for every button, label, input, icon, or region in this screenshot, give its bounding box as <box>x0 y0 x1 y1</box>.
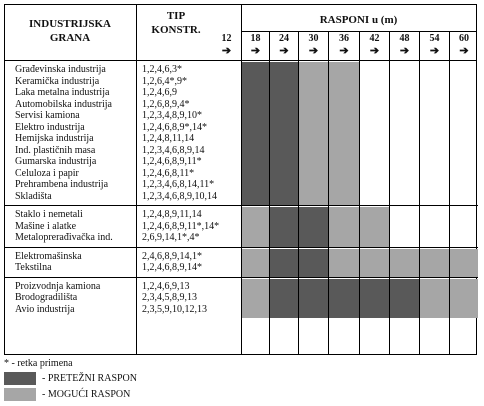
industry-name: Ind. plastičnih masa <box>15 144 96 156</box>
span-header-3 <box>299 33 328 57</box>
note-rare: * - retka primena <box>4 358 73 369</box>
industry-name: Tekstilna <box>15 262 52 273</box>
dominant-span-cell <box>299 279 328 319</box>
construction-types: 1,2,4,6,8,11* <box>142 167 195 179</box>
construction-types: 2,3,5,9,10,12,13 <box>142 303 207 315</box>
header-construction-type: TIP KONSTR. <box>151 10 201 36</box>
span-column-divider <box>359 31 360 354</box>
arrow-right-icon: ➔ <box>250 45 261 57</box>
span-header-5 <box>360 33 389 57</box>
span-column-divider <box>328 31 329 354</box>
span-header-7 <box>420 33 449 57</box>
legend-dominant-label: - PRETEŽNI RASPON <box>42 373 138 384</box>
span-value: 24 <box>279 33 289 44</box>
possible-span-cell <box>450 249 478 277</box>
arrow-right-icon: ➔ <box>459 45 469 57</box>
construction-types: 1,2,4,6,9,13 <box>142 280 190 292</box>
span-column-divider <box>419 31 420 354</box>
header-spans: RASPONI u (m) <box>319 14 398 26</box>
arrow-right-icon: ➔ <box>221 45 232 57</box>
dominant-span-cell <box>270 249 298 277</box>
possible-span-cell <box>329 62 359 205</box>
construction-types: 1,2,4,6,8,9,11*,14* <box>142 220 220 232</box>
possible-span-cell <box>329 249 359 277</box>
construction-types: 1,2,4,6,8,9,14* <box>142 262 202 273</box>
arrow-right-icon: ➔ <box>429 45 440 57</box>
construction-types: 1,2,4,6,3* <box>142 64 182 75</box>
industry-name: Celuloza i papir <box>15 167 79 179</box>
construction-types: 1,2,4,6,8,9,11* <box>142 156 202 167</box>
dominant-span-cell <box>299 207 328 247</box>
dominant-span-cell <box>270 62 298 205</box>
construction-types: 1,2,4,6,9 <box>142 87 177 98</box>
industry-name: Staklo i nemetali <box>15 209 83 220</box>
industry-name: Metaloprerađivačka ind. <box>15 232 113 243</box>
industry-name: Servisi kamiona <box>15 110 80 121</box>
construction-types: 1,2,3,4,8,9,10* <box>142 110 202 121</box>
rasponi-divider <box>241 31 476 32</box>
possible-span-cell <box>329 207 359 247</box>
span-value: 30 <box>308 33 319 44</box>
dominant-span-cell <box>390 279 419 319</box>
span-header-1 <box>242 33 269 57</box>
span-column-divider <box>389 31 390 354</box>
construction-types: 2,3,4,5,8,9,13 <box>142 292 197 303</box>
industry-name: Keramička industrija <box>15 75 100 87</box>
industry-name: Građevinska industrija <box>15 64 106 75</box>
construction-types: 2,6,9,14,1*,4* <box>142 232 200 243</box>
possible-span-cell <box>420 279 449 319</box>
arrow-right-icon: ➔ <box>339 45 349 57</box>
possible-span-cell <box>450 279 478 319</box>
arrow-right-icon: ➔ <box>279 45 289 57</box>
industry-name: Gumarska industrija <box>15 156 97 167</box>
possible-span-cell <box>390 249 419 277</box>
construction-types: 1,2,6,4*,9* <box>142 75 187 87</box>
possible-span-cell <box>360 249 389 277</box>
span-column-divider <box>269 31 270 354</box>
industry-name: Elektro industrija <box>15 121 85 133</box>
possible-span-cell <box>420 249 449 277</box>
possible-span-cell <box>242 279 269 319</box>
industry-name: Laka metalna industrija <box>15 87 110 98</box>
possible-span-cell <box>360 207 389 247</box>
span-value: 42 <box>369 33 380 44</box>
dominant-span-cell <box>270 207 298 247</box>
possible-span-cell <box>242 207 269 247</box>
span-header-4 <box>329 33 359 57</box>
industry-name: Proizvodnja kamiona <box>15 280 101 292</box>
construction-types: 1,2,3,4,6,8,14,11* <box>142 179 215 190</box>
possible-span-cell <box>242 249 269 277</box>
span-table <box>4 4 477 355</box>
arrow-right-icon: ➔ <box>308 45 319 57</box>
span-value: 48 <box>399 33 410 44</box>
dominant-span-cell <box>299 249 328 277</box>
column-divider <box>136 5 137 354</box>
span-header-0 <box>212 33 241 57</box>
dominant-span-cell <box>360 279 389 319</box>
column-divider <box>241 5 242 354</box>
legend-dominant-swatch <box>4 372 36 385</box>
industry-name: Brodogradilišta <box>15 292 78 303</box>
span-value: 36 <box>339 33 349 44</box>
span-value: 54 <box>429 33 440 44</box>
construction-types: 2,4,6,8,9,14,1* <box>142 250 202 262</box>
industry-name: Prehrambena industrija <box>15 179 109 190</box>
construction-types: 1,2,4,8,9,11,14 <box>142 209 202 220</box>
dominant-span-cell <box>270 279 298 319</box>
arrow-right-icon: ➔ <box>369 45 380 57</box>
construction-types: 1,2,3,4,6,8,9,14 <box>142 144 205 156</box>
industry-name: Elektromašinska <box>15 250 82 262</box>
legend-possible-swatch <box>4 388 36 401</box>
header-industry: INDUSTRIJSKA GRANA <box>29 18 111 44</box>
span-value: 60 <box>459 33 469 44</box>
dominant-span-cell <box>242 62 269 205</box>
span-header-2 <box>270 33 298 57</box>
possible-span-cell <box>299 62 328 205</box>
dominant-span-cell <box>329 279 359 319</box>
legend-possible-label: - MOGUĆI RASPON <box>42 389 131 400</box>
span-header-6 <box>390 33 419 57</box>
construction-types: 1,2,4,6,8,9*,14* <box>142 121 207 133</box>
industry-name: Avio industrija <box>15 303 75 315</box>
span-value: 18 <box>250 33 261 44</box>
industry-name: Hemijska industrija <box>15 133 94 144</box>
span-column-divider <box>449 31 450 354</box>
construction-types: 1,2,4,8,11,14 <box>142 133 195 144</box>
arrow-right-icon: ➔ <box>399 45 410 57</box>
span-header-8 <box>450 33 478 57</box>
span-column-divider <box>298 31 299 354</box>
industry-name: Mašine i alatke <box>15 220 77 232</box>
industry-name: Skladišta <box>15 190 52 202</box>
construction-types: 1,2,3,4,6,8,9,10,14 <box>142 190 217 202</box>
construction-types: 1,2,6,8,9,4* <box>142 98 190 110</box>
industry-name: Automobilska industrija <box>15 98 112 110</box>
span-value: 12 <box>221 33 232 44</box>
